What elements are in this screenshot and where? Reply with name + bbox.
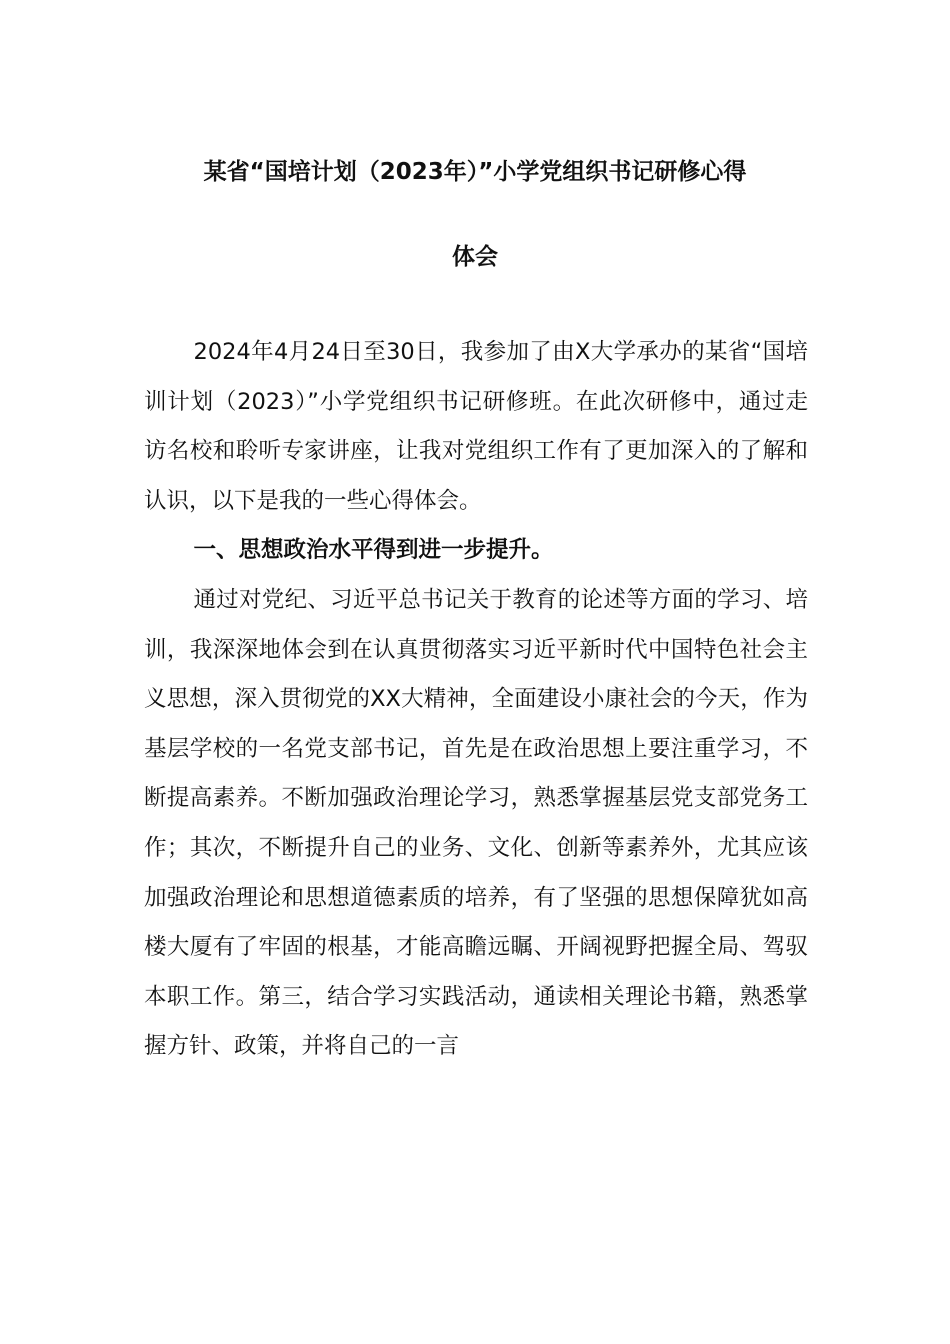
intro-paragraph: 2024年4月24日至30日，我参加了由X大学承办的某省“国培训计划（2023）”小学党组织书记研修班。在此次研修中，通过走访名校和聆听专家讲座，让我对党组织工作有了更加深入的了解和认识，以下是我的一些心得体会。 [144,339,808,514]
document-title-line-2: 体会 [452,244,498,270]
section-heading: 一、思想政治水平得到进一步提升。 [193,537,554,564]
document-title-line-1: 某省“国培计划（2023年）”小学党组织书记研修心得 [203,159,747,185]
document-body [144,328,808,1072]
body-paragraph: 通过对党纪、习近平总书记关于教育的论述等方面的学习、培训，我深深地体会到在认真贯彻落实习近平新时代中国特色社会主义思想，深入贯彻党的XX大精神，全面建设小康社会的今天，作为基层学校的一名党支部书记，首先是在政治思想上要注重学习，不断提高素养。不断加强政治理论学习，熟悉掌握基层党支部党务工作；其次，不断提升自己的业务、文化、创新等素养外，尤其应该加强政治理论和思想道德素质的培养，有了坚强的思想保障犹如高楼大厦有了牢固的根基，才能高瞻远瞩、开阔视野把握全局、驾驭本职工作。第三，结合学习实践活动，通读相关理论书籍，熟悉掌握方针、政策，并将自己的一言 [144,586,808,1060]
